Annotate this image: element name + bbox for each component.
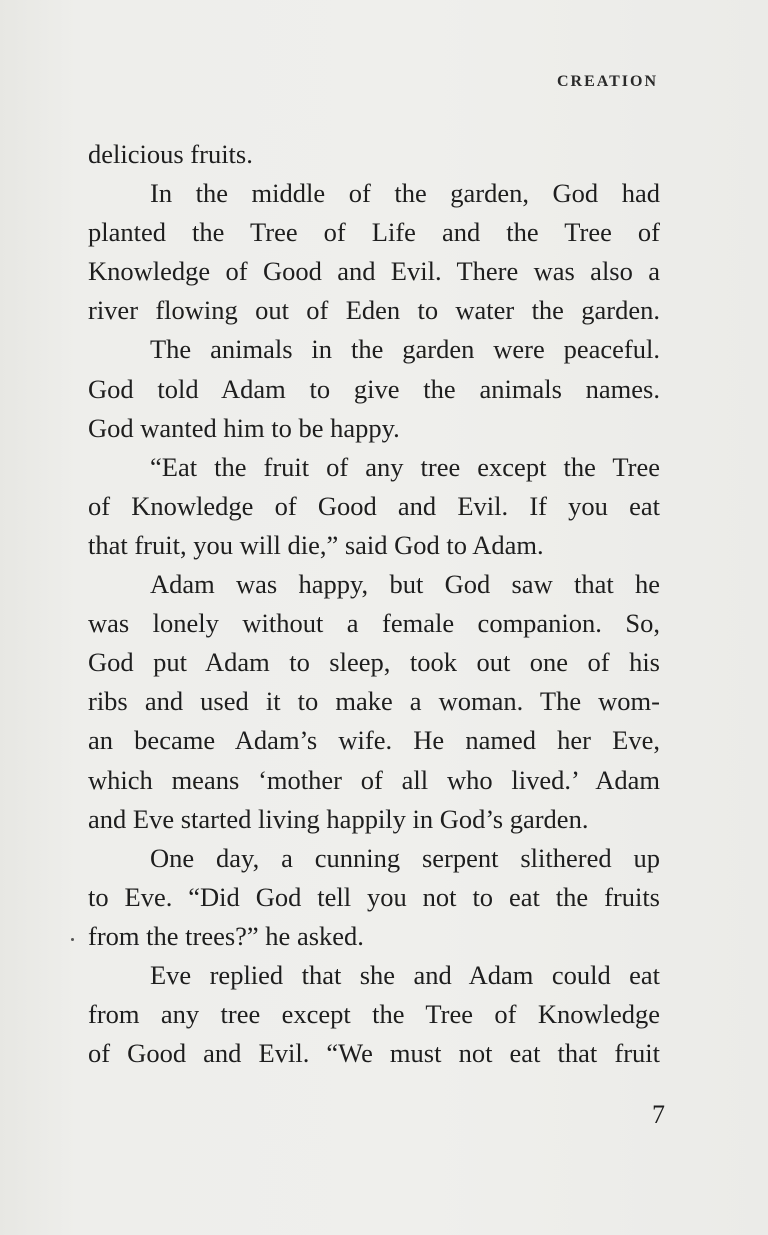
text-line: God wanted him to be happy. <box>88 412 400 443</box>
text-line: which means ‘mother of all who lived.’ Adam <box>88 764 660 795</box>
text-line: God put Adam to sleep, took out one of his <box>88 647 660 678</box>
text-line: that fruit, you will die,” said God to Adam. <box>88 529 544 560</box>
text-line: an became Adam’s wife. He named her Eve, <box>88 725 660 756</box>
text-line: to Eve. “Did God tell you not to eat the fruits <box>88 881 660 912</box>
text-line: In the middle of the garden, God had <box>150 178 660 209</box>
text-line: of Knowledge of Good and Evil. If you eat <box>88 490 660 521</box>
paper-speck <box>71 938 74 941</box>
running-head: CREATION <box>556 73 658 90</box>
text-line: The animals in the garden were peaceful. <box>150 334 660 365</box>
page-number: 7 <box>652 1100 665 1129</box>
text-line: planted the Tree of Life and the Tree of <box>88 217 660 248</box>
text-line: delicious fruits. <box>88 139 253 169</box>
text-line: Knowledge of Good and Evil. There was also a <box>88 256 660 287</box>
text-line: God told Adam to give the animals names. <box>88 373 660 404</box>
text-line: was lonely without a female companion. So, <box>88 608 660 639</box>
text-line: One day, a cunning serpent slithered up <box>150 842 660 873</box>
body-text <box>88 135 660 1073</box>
text-line: “Eat the fruit of any tree except the Tree <box>150 451 660 482</box>
text-line: Eve replied that she and Adam could eat <box>150 959 660 990</box>
text-line: river flowing out of Eden to water the garden. <box>88 295 660 326</box>
text-line: ribs and used it to make a woman. The wom- <box>88 686 660 717</box>
text-line: from any tree except the Tree of Knowledge <box>88 999 660 1030</box>
text-line: from the trees?” he asked. <box>88 920 364 951</box>
text-line: of Good and Evil. “We must not eat that fruit <box>88 1038 660 1069</box>
text-line: Adam was happy, but God saw that he <box>150 569 660 600</box>
text-line: and Eve started living happily in God’s garden. <box>88 803 589 834</box>
